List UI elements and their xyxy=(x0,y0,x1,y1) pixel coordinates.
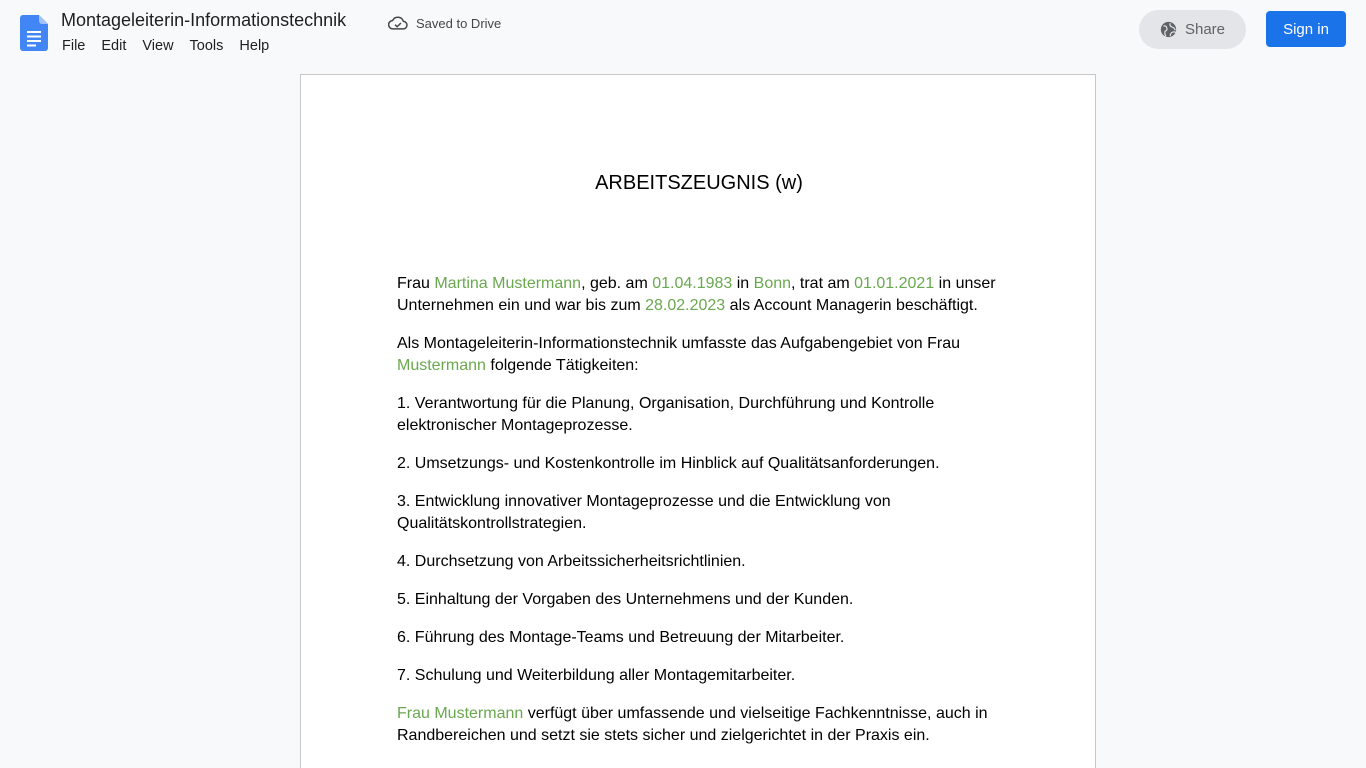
save-status[interactable] xyxy=(388,14,501,32)
intro-paragraph: Frau Martina Mustermann, geb. am 01.04.1983 in Bonn, trat am 01.01.2021 in unser Unternehmen ein und war bis zum 28.02.2023 als Account Managerin beschäftigt. xyxy=(397,275,996,314)
role-paragraph: Als Montageleiterin-Informationstechnik umfasste das Aufgabengebiet von Frau Mustermann folgende Tätigkeiten: xyxy=(397,335,960,374)
task-item: 1. Verantwortung für die Planung, Organisation, Durchführung und Kontrolle elektronischer Montageprozesse. xyxy=(397,395,935,434)
task-item: 2. Umsetzungs- und Kostenkontrolle im Hinblick auf Qualitätsanforderungen. xyxy=(397,455,940,472)
share-button[interactable] xyxy=(1139,10,1246,49)
menu-bar xyxy=(54,36,277,56)
end-date: 28.02.2023 xyxy=(645,297,726,314)
task-item: 3. Entwicklung innovativer Montageprozesse und die Entwicklung von Qualitätskontrollstrategien. xyxy=(397,493,891,532)
globe-icon xyxy=(1160,21,1177,38)
top-bar xyxy=(0,0,1366,64)
document-page[interactable] xyxy=(300,74,1096,768)
task-item: 5. Einhaltung der Vorgaben des Unternehmens und der Kunden. xyxy=(397,591,854,608)
employee-name-closing: Frau Mustermann xyxy=(397,705,524,722)
start-date: 01.01.2021 xyxy=(854,275,935,292)
save-status-label: Saved to Drive xyxy=(416,15,502,31)
menu-edit[interactable]: Edit xyxy=(101,38,127,54)
share-label: Share xyxy=(1184,21,1226,38)
document-title[interactable]: Montageleiterin-Informationstechnik xyxy=(61,10,347,30)
task-item: 4. Durchsetzung von Arbeitssicherheitsrichtlinien. xyxy=(397,553,746,570)
employee-surname: Mustermann xyxy=(397,357,486,374)
employee-name: Martina Mustermann xyxy=(434,275,582,292)
closing-paragraph: Frau Mustermann verfügt über umfassende und vielseitige Fachkenntnisse, auch in Randbereichen und setzt sie stets sicher und zielgerichtet in der Praxis ein. xyxy=(397,705,988,744)
cloud-done-icon xyxy=(388,14,408,32)
menu-help[interactable]: Help xyxy=(239,38,270,54)
document-body xyxy=(397,273,1007,763)
task-item: 6. Führung des Montage-Teams und Betreuung der Mitarbeiter. xyxy=(397,629,845,646)
menu-view[interactable]: View xyxy=(142,38,174,54)
sign-in-button[interactable]: Sign in xyxy=(1266,11,1346,47)
birth-date: 01.04.1983 xyxy=(652,275,733,292)
task-item: 7. Schulung und Weiterbildung aller Montagemitarbeiter. xyxy=(397,667,796,684)
birth-place: Bonn xyxy=(753,275,792,292)
menu-tools[interactable]: Tools xyxy=(189,38,224,54)
document-heading: ARBEITSZEUGNIS (w) xyxy=(595,172,803,194)
menu-file[interactable]: File xyxy=(62,38,86,54)
docs-logo-icon[interactable] xyxy=(20,15,48,51)
